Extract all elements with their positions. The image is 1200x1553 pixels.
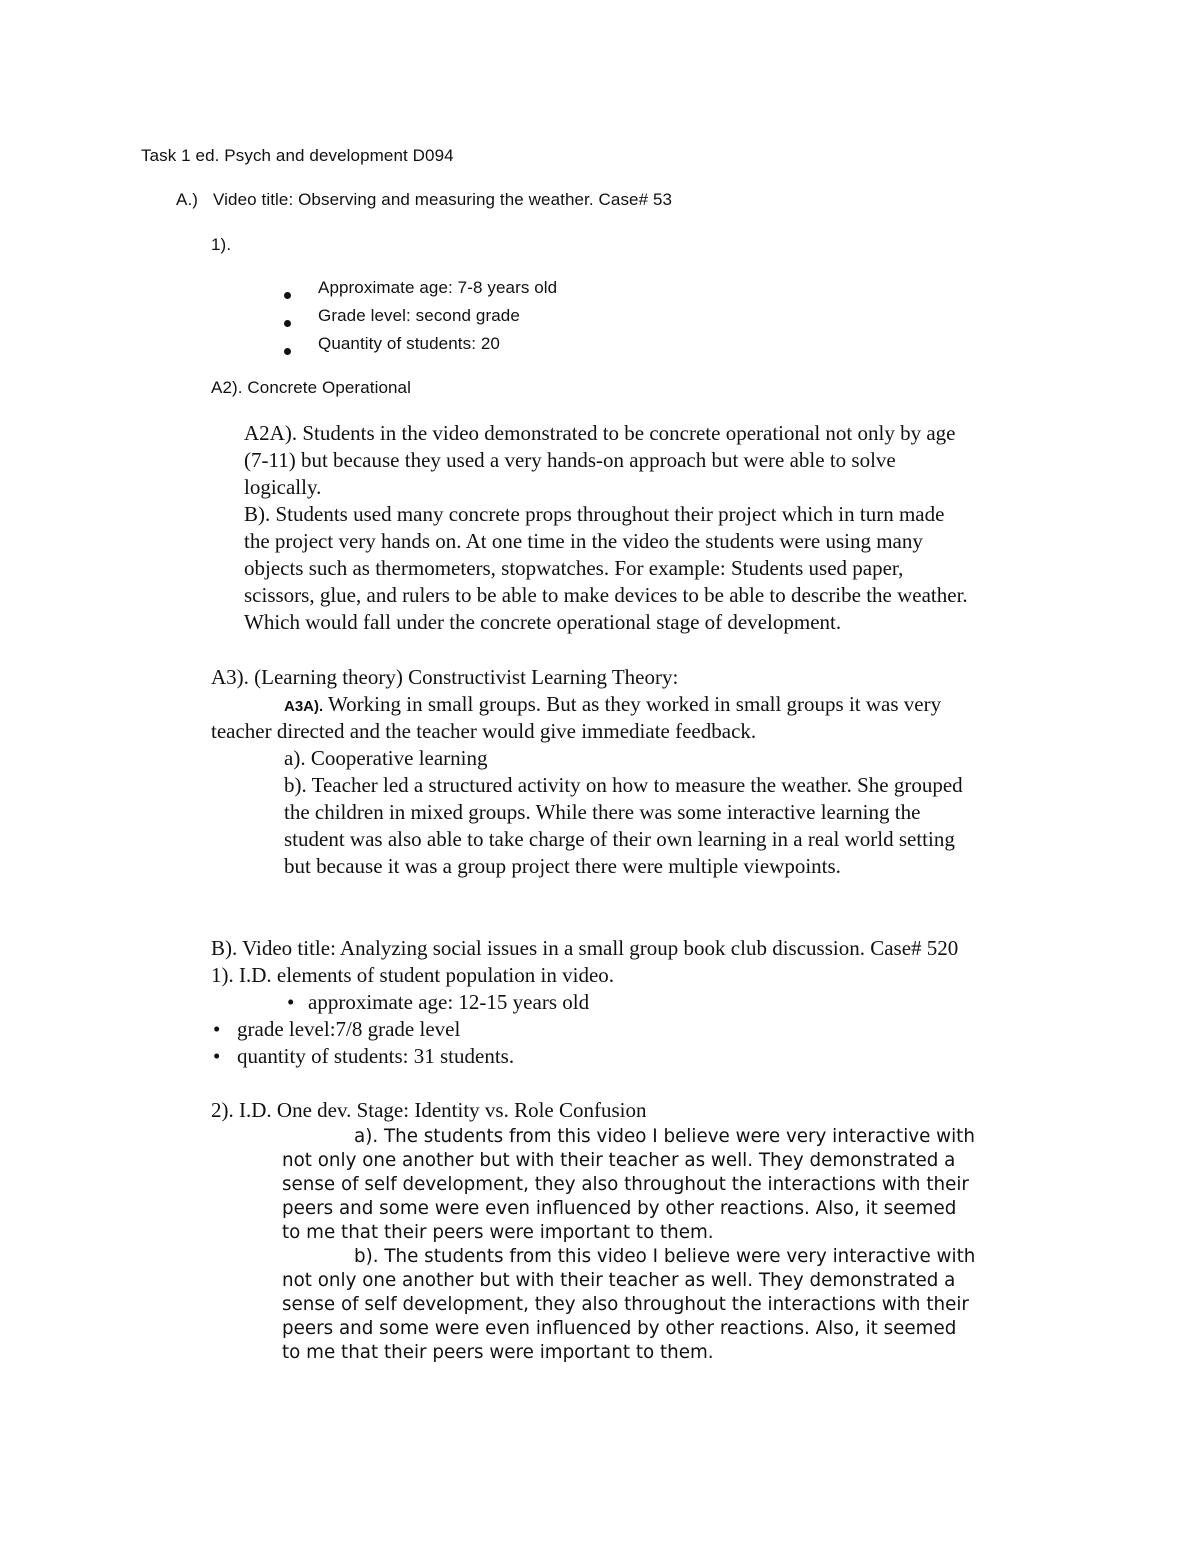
bullet-icon — [284, 342, 291, 360]
bullet-icon: • — [287, 990, 295, 1014]
a2a-line: A2A). Students in the video demonstrated to be concrete operational not only by age — [244, 421, 956, 445]
a3a-label: A3A). — [284, 698, 324, 715]
b-line: objects such as thermometers, stopwatches. For example: Students used paper, — [244, 556, 904, 580]
b-line: the project very hands on. At one time in the video the students were using many — [244, 529, 923, 553]
para-b-line: to me that their peers were important to them. — [282, 1342, 714, 1363]
a3-b-line: but because it was a group project there were multiple viewpoints. — [284, 854, 841, 878]
section-a-heading: Video title: Observing and measuring the weather. Case# 53 — [213, 190, 673, 209]
bullet-icon: • — [213, 1017, 221, 1041]
section-a-label: A.) — [176, 190, 199, 209]
section-b-item2: 2). I.D. One dev. Stage: Identity vs. Role Confusion — [211, 1098, 647, 1122]
bullet-icon — [284, 286, 291, 304]
a3a-text: Working in small groups. But as they worked in small groups it was very — [323, 692, 942, 716]
a2-heading: A2). Concrete Operational — [211, 378, 411, 397]
bullet-grade: Grade level: second grade — [318, 306, 520, 325]
b-line: Which would fall under the concrete operational stage of development. — [244, 610, 842, 634]
section-b-item1: 1). I.D. elements of student population in video. — [211, 963, 615, 987]
document-title: Task 1 ed. Psych and development D094 — [141, 146, 454, 165]
b-line: B). Students used many concrete props throughout their project which in turn made — [244, 502, 945, 526]
para-b-line: b). The students from this video I believe were very interactive with — [354, 1246, 976, 1267]
section-b-heading: B). Video title: Analyzing social issues in a small group book club discussion. Case# 520 — [211, 936, 959, 960]
para-a-line: not only one another but with their teacher as well. They demonstrated a — [282, 1150, 956, 1171]
para-a-line: peers and some were even influenced by other reactions. Also, it seemed — [282, 1198, 957, 1219]
a3-b-line: student was also able to take charge of their own learning in a real world setting — [284, 827, 955, 851]
para-b-line: peers and some were even influenced by other reactions. Also, it seemed — [282, 1318, 957, 1339]
bullet-age: Approximate age: 7-8 years old — [318, 278, 558, 297]
para-a-line: sense of self development, they also throughout the interactions with their — [282, 1174, 969, 1195]
a3a-line2: teacher directed and the teacher would give immediate feedback. — [211, 719, 757, 743]
para-a-line: to me that their peers were important to them. — [282, 1222, 714, 1243]
section-b-bullet-quantity: quantity of students: 31 students. — [237, 1044, 515, 1068]
para-b-line: not only one another but with their teacher as well. They demonstrated a — [282, 1270, 956, 1291]
bullet-quantity: Quantity of students: 20 — [318, 334, 500, 353]
a3-item-b-paragraph — [284, 772, 963, 880]
bullet-icon: • — [213, 1044, 221, 1068]
a2a-line: (7-11) but because they used a very hands-on approach but were able to solve — [244, 448, 896, 472]
para-a-line: a). The students from this video I believe were very interactive with — [354, 1126, 975, 1147]
section-b-para-a — [282, 1125, 975, 1365]
a3-item-a: a). Cooperative learning — [284, 746, 488, 770]
bullet-icon — [284, 314, 291, 332]
a3-b-line: the children in mixed groups. While there was some interactive learning the — [284, 800, 921, 824]
a2a-paragraph — [244, 420, 968, 636]
a3a-line1 — [284, 691, 941, 720]
a2a-line: logically. — [244, 475, 322, 499]
para-b-line: sense of self development, they also throughout the interactions with their — [282, 1294, 969, 1315]
a3-b-line: b). Teacher led a structured activity on how to measure the weather. She grouped — [284, 773, 963, 797]
a3-heading: A3). (Learning theory) Constructivist Learning Theory: — [211, 665, 679, 689]
b-line: scissors, glue, and rulers to be able to make devices to be able to describe the weather. — [244, 583, 968, 607]
section-b-bullet-grade: grade level:7/8 grade level — [237, 1017, 461, 1041]
section-b-bullet-age: approximate age: 12-15 years old — [308, 990, 590, 1014]
section-a-item1-label: 1). — [211, 235, 232, 254]
